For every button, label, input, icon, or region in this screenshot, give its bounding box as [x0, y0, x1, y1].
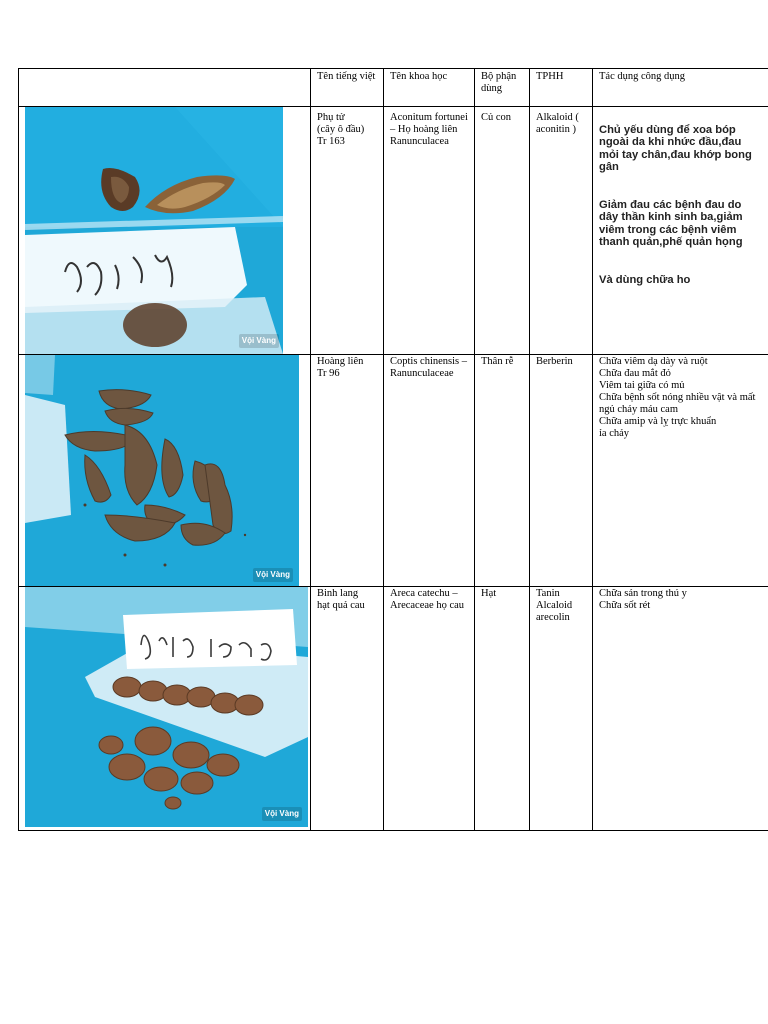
part-used-cell: Củ con — [475, 107, 530, 355]
herb-photo-phu-tu — [25, 107, 283, 354]
photo-cell — [19, 107, 311, 355]
header-cell-tphh: TPHH — [530, 69, 593, 107]
tphh-cell: Berberin — [530, 355, 593, 587]
header-cell-scientific-name: Tên khoa học — [384, 69, 475, 107]
table-row — [19, 107, 768, 355]
header-cell-empty — [19, 69, 311, 107]
header-cell-vietnamese-name: Tên tiếng việt — [311, 69, 384, 107]
table-row — [19, 355, 768, 587]
scientific-name-cell: Coptis chinensis –Ranunculaceae — [384, 355, 475, 587]
scientific-name-cell: Aconitum fortunei – Họ hoàng liên Ranunculacea — [384, 107, 475, 355]
tphh-cell: Tanin Alcaloid arecolin — [530, 587, 593, 831]
uses-paragraph: Và dùng chữa ho — [599, 273, 691, 286]
tphh-cell: Alkaloid ( aconitin ) — [530, 107, 593, 355]
table-row — [19, 587, 768, 831]
uses-paragraph: Giảm đau các bệnh đau do dây thần kinh sinh ba,giảm viêm trong các bệnh viêm thanh quản,phế quản họng — [599, 198, 743, 249]
uses-cell: Chữa sán trong thú y Chữa sốt rét — [593, 587, 768, 831]
scientific-name-cell: Areca catechu – Arecaceae họ cau — [384, 587, 475, 831]
uses-cell — [593, 107, 768, 355]
photo-watermark: Vội Vàng — [262, 807, 302, 821]
uses-paragraph: Chủ yếu dùng để xoa bóp ngoài da khi nhức đầu,đau mỏi tay chân,đau khớp bong gân — [599, 123, 752, 174]
table-header-row — [19, 69, 768, 107]
vietnamese-name-cell: Hoàng liên Tr 96 — [311, 355, 384, 587]
herb-photo-binh-lang — [25, 587, 308, 827]
photo-cell — [19, 587, 311, 831]
part-used-cell: Thân rễ — [475, 355, 530, 587]
vietnamese-name-cell: Phụ tử (cây ô đầu) Tr 163 — [311, 107, 384, 355]
header-cell-uses: Tác dụng công dụng — [593, 69, 768, 107]
part-used-cell: Hạt — [475, 587, 530, 831]
herb-table — [18, 68, 768, 831]
uses-cell: Chữa viêm dạ dày và ruột Chữa đau mắt đỏ Viêm tai giữa có mủ Chữa bệnh sốt nóng nhiều vật và mất ngủ chảy máu cam Chữa amip và lỵ trực khuẩn ỉa chảy — [593, 355, 768, 587]
herb-photo-hoang-lien — [25, 355, 299, 586]
vietnamese-name-cell: Binh lang hạt quả cau — [311, 587, 384, 831]
photo-cell — [19, 355, 311, 587]
photo-watermark: Vội Vàng — [239, 334, 279, 348]
header-cell-part-used: Bộ phận dùng — [475, 69, 530, 107]
photo-watermark: Vội Vàng — [253, 568, 293, 582]
